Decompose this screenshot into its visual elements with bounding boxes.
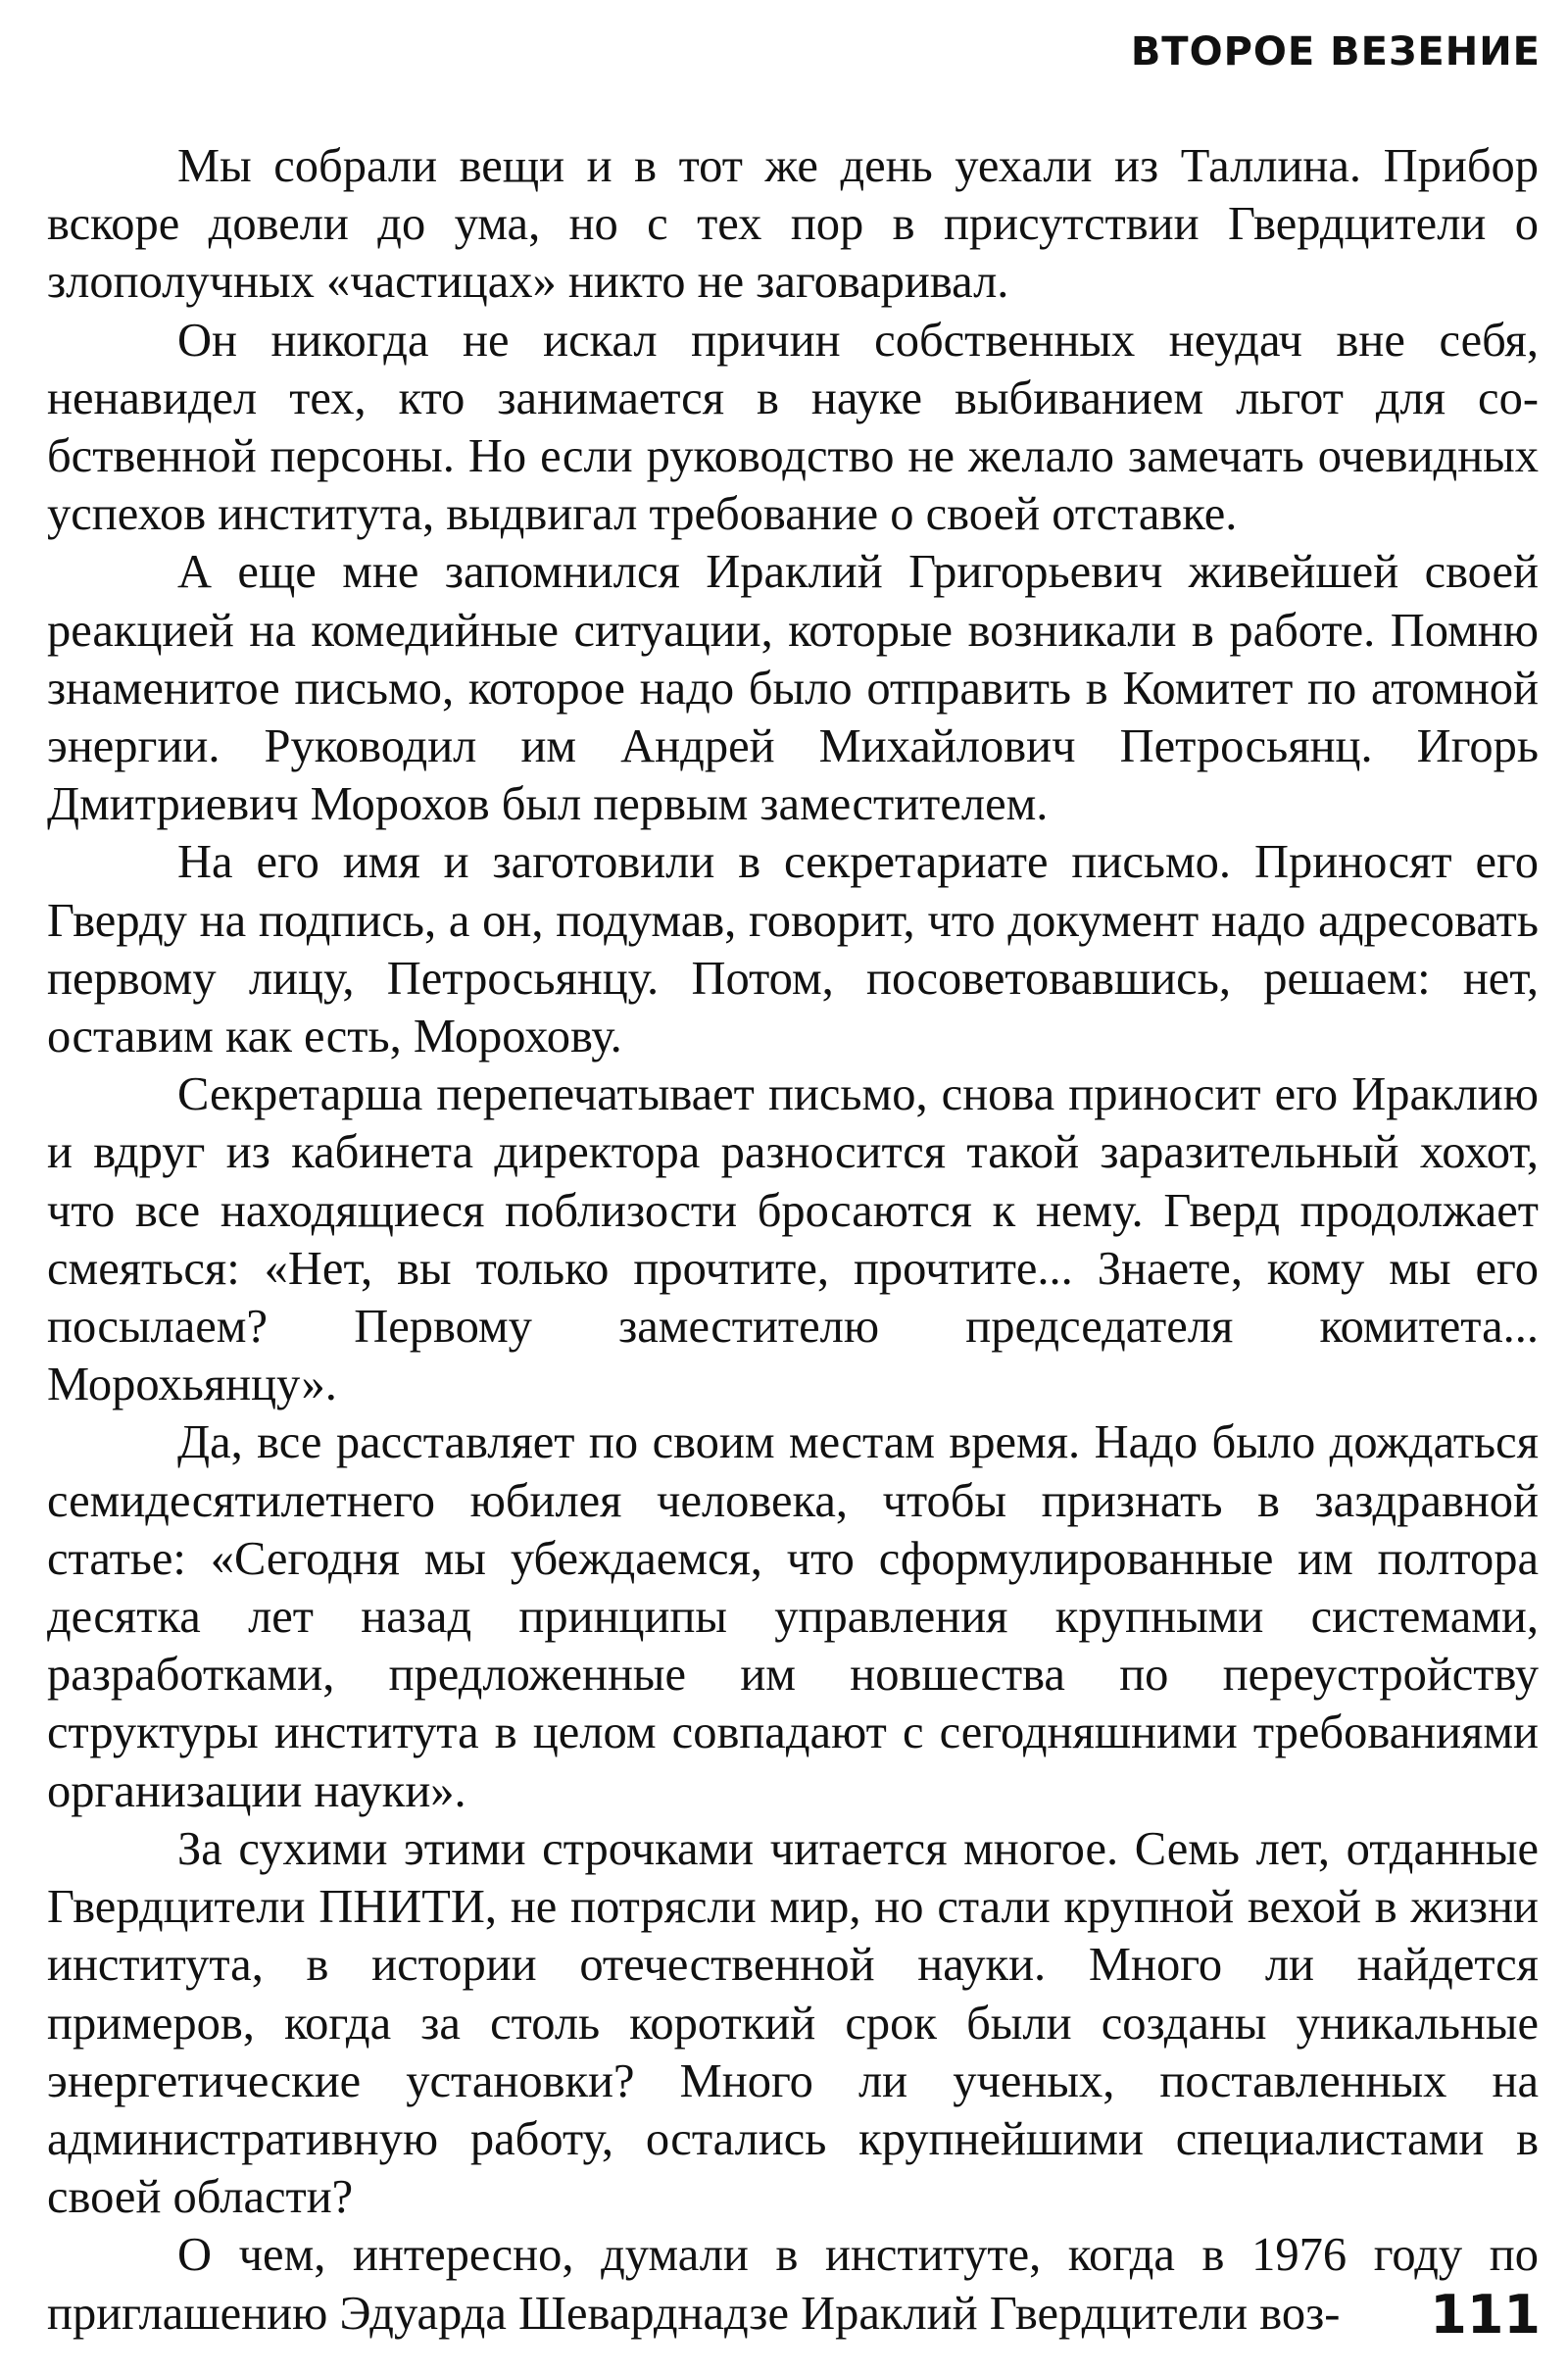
paragraph: За сухими этими строчками читается многое. Семь лет, отданные Гвердцители ПНИТИ, не потрясли мир, но стали крупной вехой в жизни института, в истории отечественной науки. Много ли найдется примеров, когда за столь короткий срок были созданы уникальные энергетические установки? Много ли ученых, поставленных на административную работу, остались крупнейшими специалистами в своей области? xyxy=(47,1822,1539,2224)
paragraph: Секретарша перепечатывает письмо, снова приносит его Ираклию и вдруг из кабинета директора разносится такой заразительный хохот, что все находящиеся поблизости бросаются к нему. Гверд продолжает смеяться: «Нет, вы только прочтите, прочтите... Знаете, кому мы его посылаем? Первому заместителю председателя комитета... Морохьянцу». xyxy=(47,1068,1539,1411)
paragraph: Мы собрали вещи и в тот же день уехали из Таллина. Прибор вскоре довели до ума, но с тех пор в присутствии Гвердцители о злополучных «частицах» никто не заговаривал. xyxy=(47,140,1539,309)
running-head-title: ВТОРОЕ ВЕЗЕНИЕ xyxy=(1130,29,1541,74)
paragraph: О чем, интересно, думали в институте, когда в 1976 году по приглашению Эдуарда Шеварднадзе Ираклий Гвердцители воз- xyxy=(47,2229,1539,2340)
paragraph: Да, все расставляет по своим местам время. Надо было дождаться семидесятилетнего юбилея человека, чтобы признать в заздравной статье: «Сегодня мы убеждаемся, что сформулированные им полтора десятка лет назад принципы управления крупными системами, разработками, предложенные им новшества по переустройству структуры института в целом совпадают с сегодняшними требованиями организации науки». xyxy=(47,1416,1539,1817)
body-text xyxy=(47,137,1539,2343)
paragraph: На его имя и заготовили в секретариате письмо. Приносят его Гверду на подпись, а он, подумав, говорит, что документ надо адресовать первому лицу, Петросьянцу. Потом, посоветовавшись, решаем: нет, оставим как есть, Морохову. xyxy=(47,836,1539,1063)
paragraph: А еще мне запомнился Ираклий Григорьевич живейшей своей реакцией на комедийные ситуации, которые возникали в работе. Помню знаменитое письмо, которое надо было отправить в Комитет по атомной энергии. Руководил им Андрей Михайлович Петросьянц. Игорь Дмитриевич Морохов был первым заместителем. xyxy=(47,546,1539,831)
paragraph: Он никогда не искал причин собственных неудач вне себя, ненавидел тех, кто занимается в науке выбиванием льгот для собственной персоны. Но если руководство не желало замечать очевидных успехов института, выдвигал требование о своей отставке. xyxy=(47,314,1539,541)
page-number: 111 xyxy=(1430,2284,1541,2346)
